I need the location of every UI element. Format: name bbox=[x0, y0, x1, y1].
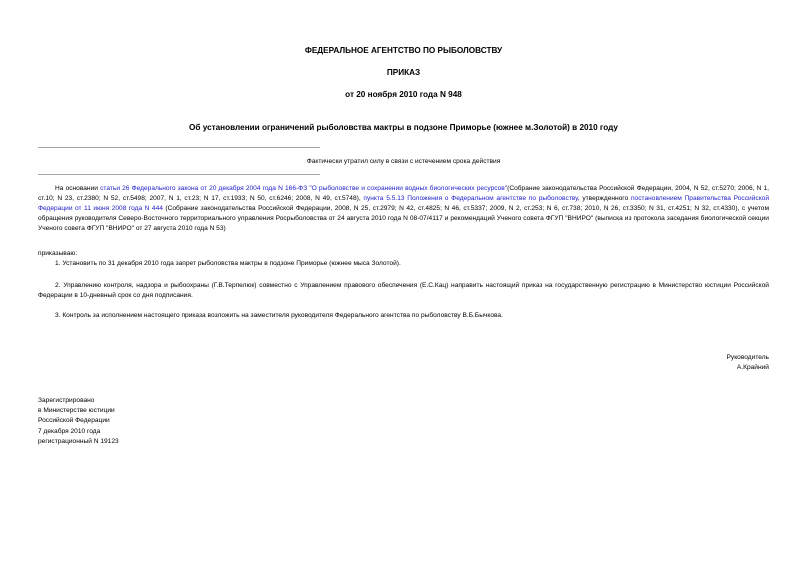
regulation-link[interactable]: пункта 5.5.13 Положения о Федеральном агентстве по рыболовству bbox=[363, 195, 578, 202]
preamble-text: , утвержденного bbox=[577, 195, 631, 202]
registration-line: регистрационный N 19123 bbox=[38, 437, 119, 445]
order-item-1: 1. Установить по 31 декабря 2010 года запрет рыболовства мактры в подзоне Приморье (южнее мыса Золотой). bbox=[55, 260, 401, 267]
federal-law-link[interactable]: статьи 26 Федерального закона от 20 декабря 2004 года N 166-ФЗ "О рыболовстве и сохранении водных биологических ресурсов" bbox=[100, 185, 508, 192]
registration-block bbox=[38, 396, 119, 447]
agency-heading: ФЕДЕРАЛЬНОЕ АГЕНТСТВО ПО РЫБОЛОВСТВУ bbox=[304, 46, 503, 55]
signature-name: А.Крайний bbox=[736, 364, 769, 371]
preamble-text: (Собрание законодательства Российской Федерации, 2008, N 25, ст.2979; N 42, ст.4825; N 46, ст.5337; 2009, N 2, ст.253; N 6, ст.738; 2010, N 26, ст.3350; N 31, ст.4251; N 32, ст.4330), с учетом обращения руководителя Северо-Восточного территориального управления Росрыболовства от 24 августа 2010 года N 08-07/4117 и рекомендаций Ученого совета ФГУП "ВНИРО" (выписка из протокола заседания биологической секции Ученого совета ФГУП "ВНИРО" от 27 августа 2010 года N 53) bbox=[38, 205, 769, 232]
document-type: ПРИКАЗ bbox=[386, 68, 421, 77]
signature-position: Руководитель bbox=[726, 354, 769, 361]
order-word: приказываю: bbox=[38, 250, 78, 257]
status-note: Фактически утратил силу в связи с истечением срока действия bbox=[306, 158, 501, 165]
order-item-3: 3. Контроль за исполнением настоящего приказа возложить на заместителя руководителя Федерального агентства по рыболовству В.Б.Бычкова. bbox=[55, 312, 503, 319]
preamble-text: (Собрание законодательства Российской Федерации, 2004, N 52, ст.5270; 2006, N 1, ст.10; N 23, ст.2380; N 52, ст.5498; 2007, N 1, ст.23; N 17, ст.1933; N 50, ст.6246; 2008, N 49, ст.5748), bbox=[38, 185, 770, 202]
divider-top bbox=[38, 147, 320, 148]
government-decree-link[interactable]: постановлением Правительства Российской Федерации от 11 июня 2008 года N 444 bbox=[38, 195, 770, 212]
registration-line: Зарегистрировано bbox=[38, 397, 95, 404]
document-date-number: от 20 ноября 2010 года N 948 bbox=[345, 90, 462, 99]
registration-line: 7 декабря 2010 года bbox=[38, 427, 101, 435]
registration-line: в Министерстве юстиции bbox=[38, 407, 115, 415]
registration-line: Российской Федерации bbox=[38, 417, 110, 425]
divider-bottom bbox=[38, 174, 320, 175]
preamble-paragraph bbox=[38, 184, 769, 234]
document-title: Об установлении ограничений рыболовства мактры в подзоне Приморье (южнее м.Золотой) в 2010 году bbox=[189, 123, 618, 132]
order-item-2: 2. Управлению контроля, надзора и рыбоохраны (Г.В.Терпелюк) совместно с Управлением правового обеспечения (Е.С.Кац) направить настоящий приказ на государственную регистрацию в Министерство юстиции Российской Федерации в 10-дневный срок со дня подписания. bbox=[38, 282, 769, 299]
preamble-text: На основании bbox=[55, 185, 101, 192]
